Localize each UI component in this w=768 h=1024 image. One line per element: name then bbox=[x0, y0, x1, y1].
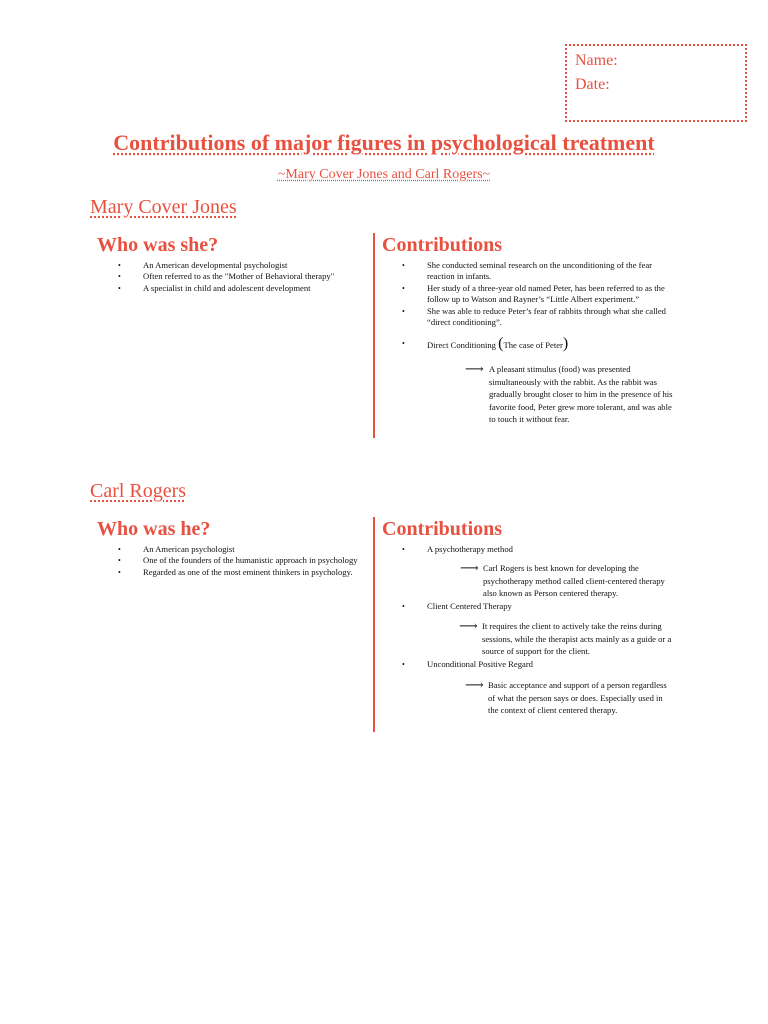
direct-conditioning-list bbox=[402, 335, 674, 352]
arrow-description: Carl Rogers is best known for developing the psychotherapy method called client-centered therapy also known as Person centered therapy. bbox=[483, 563, 665, 599]
contributions-list bbox=[402, 601, 674, 612]
contributions-heading: Contributions bbox=[382, 518, 503, 540]
who-list bbox=[118, 544, 368, 578]
list-item: • Unconditional Positive Regard bbox=[402, 659, 674, 670]
list-item: • Regarded as one of the most eminent thinkers in psychology. bbox=[118, 567, 368, 578]
right-arrow-icon: ⟶ bbox=[465, 677, 484, 692]
list-item: • A specialist in child and adolescent development bbox=[118, 283, 363, 294]
list-item: • One of the founders of the humanistic approach in psychology bbox=[118, 555, 368, 566]
case-of-peter-label: The case of Peter bbox=[503, 340, 563, 350]
name-date-box bbox=[565, 44, 747, 122]
who-heading: Who was he? bbox=[97, 518, 211, 540]
right-arrow-icon: ⟶ bbox=[459, 618, 478, 633]
list-item: • Often referred to as the "Mother of Behavioral therapy" bbox=[118, 271, 363, 282]
right-arrow-icon: ⟶ bbox=[460, 560, 479, 575]
list-item: • Client Centered Therapy bbox=[402, 601, 674, 612]
direct-conditioning-label: Direct Conditioning bbox=[427, 340, 496, 350]
page-title: Contributions of major figures in psychological treatment bbox=[113, 130, 655, 155]
contributions-list bbox=[402, 260, 674, 328]
arrow-description: It requires the client to actively take the reins during sessions, while the therapist acts mainly as a guide or a source of support for the client. bbox=[482, 621, 672, 657]
page-subtitle: ~Mary Cover Jones and Carl Rogers~ bbox=[277, 167, 491, 182]
person-name-carl-rogers: Carl Rogers bbox=[90, 480, 187, 502]
list-item: • Direct Conditioning (The case of Peter) bbox=[402, 338, 674, 351]
column-divider bbox=[373, 233, 375, 438]
contributions-list bbox=[402, 659, 674, 670]
column-divider bbox=[373, 517, 375, 732]
arrow-description: Basic acceptance and support of a person regardless of what the person says or does. Especially used in the context of client centered therapy. bbox=[488, 680, 667, 716]
case-description: A pleasant stimulus (food) was presented simultaneously with the rabbit. As the rabbit was gradually brought closer to him in the presence of his favorite food, Peter grew more tolerant, and was able to touch it without fear. bbox=[489, 364, 673, 425]
list-item: • An American psychologist bbox=[118, 544, 368, 555]
contributions-list bbox=[402, 544, 674, 555]
date-label: Date: bbox=[575, 76, 610, 93]
name-label: Name: bbox=[575, 52, 618, 69]
list-item: • She conducted seminal research on the unconditioning of the fear reaction in infants. bbox=[402, 260, 674, 283]
contributions-heading: Contributions bbox=[382, 234, 503, 256]
right-arrow-icon: ⟶ bbox=[465, 361, 484, 376]
person-name-mary-cover-jones: Mary Cover Jones bbox=[90, 196, 237, 218]
who-heading: Who was she? bbox=[97, 234, 219, 256]
list-item: • An American developmental psychologist bbox=[118, 260, 363, 271]
list-item: • Her study of a three-year old named Peter, has been referred to as the follow up to Watson and Rayner’s “Little Albert experiment.” bbox=[402, 283, 674, 306]
list-item: • She was able to reduce Peter’s fear of rabbits through what she called “direct conditioning”. bbox=[402, 306, 674, 329]
list-item: • A psychotherapy method bbox=[402, 544, 674, 555]
who-list bbox=[118, 260, 363, 294]
